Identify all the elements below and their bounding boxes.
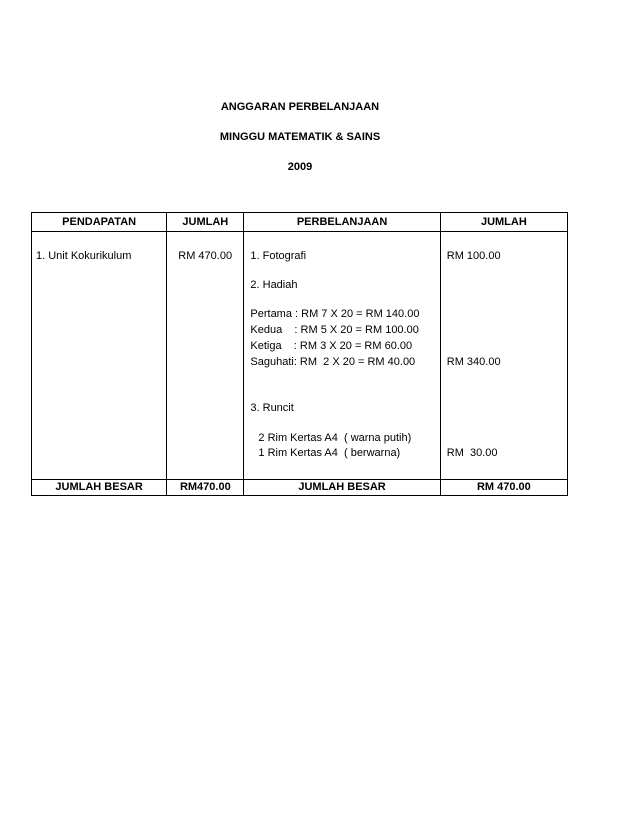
- table-body-row: [32, 232, 568, 480]
- amount-runcit: RM 30.00: [446, 447, 498, 459]
- misc-line-color-paper: 1 Rim Kertas A4 ( berwarna): [258, 447, 401, 459]
- income-amount-cell: [167, 232, 244, 480]
- prize-line-kedua: Kedua : RM 5 X 20 = RM 100.00: [250, 324, 419, 336]
- document-title: ANGGARAN PERBELANJAAN: [220, 101, 380, 113]
- expense-item-fotografi: 1. Fotografi: [250, 250, 307, 262]
- table-total-row: [32, 480, 568, 496]
- budget-table: [31, 212, 568, 496]
- total-label-left: JUMLAH BESAR: [32, 480, 167, 496]
- prize-line-saguhati: Saguhati: RM 2 X 20 = RM 40.00: [250, 356, 416, 368]
- total-amount-right: RM 470.00: [440, 480, 567, 496]
- header-perbelanjaan: PERBELANJAAN: [244, 213, 440, 232]
- header-pendapatan: PENDAPATAN: [32, 213, 167, 232]
- misc-line-white-paper: 2 Rim Kertas A4 ( warna putih): [258, 432, 412, 444]
- document-subtitle: MINGGU MATEMATIK & SAINS: [219, 131, 381, 143]
- header-jumlah-expense: JUMLAH: [440, 213, 567, 232]
- expense-item-hadiah: 2. Hadiah: [250, 279, 298, 291]
- income-amount: RM 470.00: [178, 250, 233, 262]
- expense-item-runcit: 3. Runcit: [250, 402, 294, 414]
- income-item: 1. Unit Kokurikulum: [36, 250, 132, 262]
- expense-cell: [244, 232, 440, 480]
- amount-hadiah: RM 340.00: [446, 356, 501, 368]
- prize-line-pertama: Pertama : RM 7 X 20 = RM 140.00: [250, 308, 420, 320]
- total-amount-left: RM470.00: [167, 480, 244, 496]
- total-label-right: JUMLAH BESAR: [244, 480, 440, 496]
- document-year: 2009: [287, 161, 313, 173]
- table-header-row: [32, 213, 568, 232]
- prize-line-ketiga: Ketiga : RM 3 X 20 = RM 60.00: [250, 340, 413, 352]
- income-cell: [32, 232, 167, 480]
- header-jumlah-income: JUMLAH: [167, 213, 244, 232]
- expense-amount-cell: [440, 232, 567, 480]
- amount-fotografi: RM 100.00: [446, 250, 501, 262]
